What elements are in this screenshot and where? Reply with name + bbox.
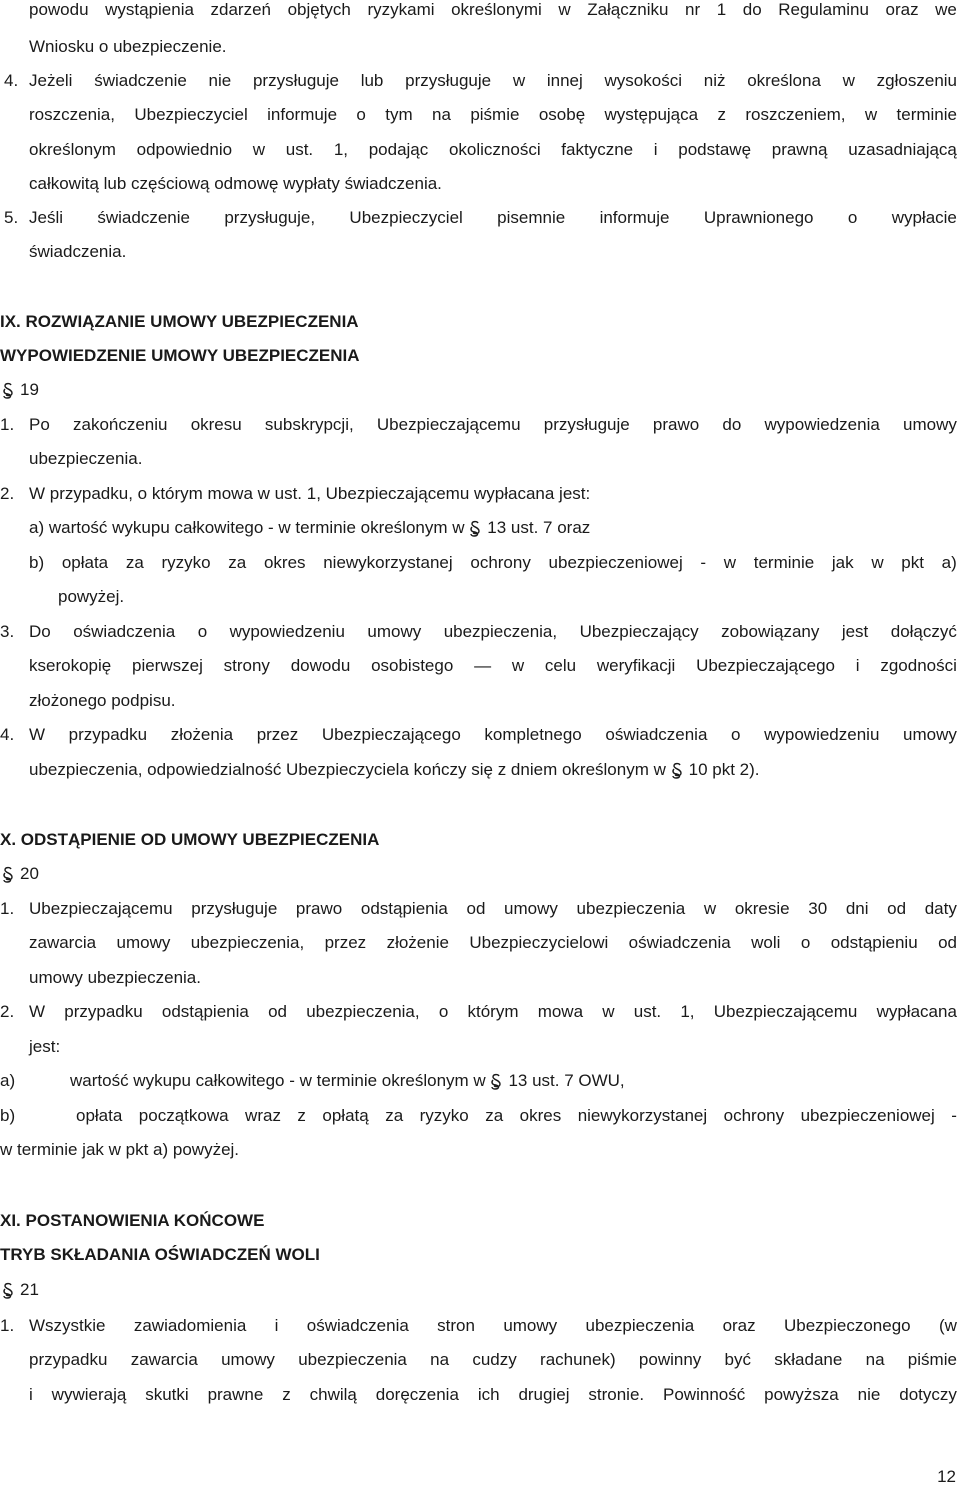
word: pkt [901,553,924,572]
list-letter: b) [0,1106,16,1125]
word: wysokości [604,71,682,90]
word: umowy [903,725,957,744]
word: określonymi [451,0,542,19]
word: W [29,725,46,744]
word: (w [938,1316,957,1335]
word: przez [324,933,367,952]
word: 1, [680,1002,695,1021]
section-sign-icon [2,864,14,884]
word: o [800,933,811,952]
word: powyższa [764,1385,839,1404]
word: woli [751,933,781,952]
word: świadczenie [97,208,190,227]
word: Ubezpieczającego [696,656,835,675]
word: prawne [207,1385,264,1404]
page-number: 12 [937,1467,956,1486]
word: ubezpieczenia, [306,1002,420,1021]
word: umowy [503,1316,558,1335]
list-number: 2. [0,484,15,503]
word: przysługuje, [224,208,316,227]
word: Ubezpieczający [579,622,699,641]
paragraph-label: 19 [20,380,39,399]
list-letter: a) [0,1071,16,1090]
text-line [29,1350,957,1370]
word: wypowiedzenia [764,415,880,434]
word: ich [477,1385,500,1404]
word: dotyczy [899,1385,957,1404]
list-number: 2. [0,1002,15,1021]
word: o [847,208,858,227]
word: stronie. [588,1385,645,1404]
text-line [29,1385,957,1405]
word: w [703,899,717,918]
word: Ubezpieczającego [321,725,461,744]
word: Powinność [663,1385,746,1404]
word: nie [208,71,232,90]
word: ubezpieczeniowej [800,1106,935,1125]
word: w [864,105,878,124]
word: ochrony [723,1106,785,1125]
text-line: jest: [29,1037,61,1056]
word: w [842,71,855,90]
word: Wszystkie [29,1316,106,1335]
word: w [252,140,266,159]
text-line [29,140,957,160]
word: Ubezpieczonego [783,1316,911,1335]
text-line [29,933,957,953]
text-line [29,415,957,435]
word: dołączyć [890,622,957,641]
word: w [602,1002,615,1021]
word: do [742,0,762,19]
text-line [29,1316,957,1336]
text: 13 ust. 7 OWU, [508,1071,625,1090]
word: zawiadomienia [133,1316,247,1335]
word: podając [368,140,429,159]
list-number: 3. [0,622,15,641]
text-line [29,0,957,20]
word: rachunek) [540,1350,616,1369]
text: ubezpieczenia, odpowiedzialność Ubezpieczyciela kończy się z dniem określonym w [29,760,666,779]
word: okres [519,1106,562,1125]
word: celu [544,656,577,675]
word: wypłacana [876,1002,957,1021]
word: od [887,899,907,918]
word: niewykorzystanej [577,1106,708,1125]
word: świadczenie [94,71,187,90]
word: o [356,105,366,124]
text-line: ubezpieczenia. [29,449,143,468]
word: za [125,553,144,572]
word: ochrony [470,553,531,572]
text-line [29,1002,957,1022]
text-line: W przypadku, o którym mowa w ust. 1, Ubezpieczającemu wypłacana jest: [29,484,591,503]
word: tym [385,105,413,124]
text-line [29,656,957,676]
word: oświadczenia [306,1316,409,1335]
word: a) [941,553,957,572]
word: 1 [716,0,727,19]
list-number: 1. [0,415,15,434]
word: w [871,553,884,572]
word: za [385,1106,404,1125]
word: występująca [604,105,699,124]
word: umowy [116,933,171,952]
word: umowy [504,899,558,918]
text: 13 ust. 7 oraz [487,518,591,537]
word: odpowiednio [136,140,233,159]
word: cudzy [472,1350,517,1369]
word: od [268,1002,287,1021]
word: w [512,71,526,90]
word: faktyczne [561,140,634,159]
text-line: w terminie jak w pkt a) powyżej. [0,1140,240,1159]
word: nie [857,1385,881,1404]
word: skutki [145,1385,189,1404]
word: dowodu [290,656,351,675]
word: objętych [287,0,351,19]
word: pierwszej [132,656,203,675]
word: informuje [599,208,670,227]
word: przypadku [68,725,148,744]
word: Jeżeli [29,71,73,90]
word: odstąpieniu [830,933,918,952]
word: zgłoszeniu [876,71,957,90]
word: Uprawnionego [703,208,814,227]
word: ubezpieczenia [298,1350,407,1369]
word: z [297,1106,306,1125]
word: wraz [245,1106,281,1125]
list-number: 1. [0,1316,15,1335]
word: początkowa [138,1106,229,1125]
word: stron [437,1316,475,1335]
section-sign-icon [2,380,14,400]
word: odstąpienia [161,1002,249,1021]
section-heading: X. ODSTĄPIENIE OD UMOWY UBEZPIECZENIA [0,830,380,849]
word: — [474,656,492,675]
section-sign-icon [671,760,683,780]
word: zobowiązany [721,622,820,641]
word: okoliczności [448,140,541,159]
word: prawo [652,415,700,434]
section-sign-icon [2,1280,14,1300]
word: zawarcia [130,1350,198,1369]
text-line [70,1071,625,1091]
word: o [731,725,741,744]
text-line [29,105,957,125]
word: mowa [537,1002,584,1021]
word: drugiej [518,1385,570,1404]
list-number: 5. [4,208,19,227]
word: podstawę [678,140,752,159]
word: Do [29,622,51,641]
text: 10 pkt 2). [688,760,760,779]
word: ubezpieczenia [585,1316,695,1335]
word: ubezpieczenia, [443,622,558,641]
word: innej [546,71,583,90]
text-line: powyżej. [58,587,125,606]
word: przysługuje [252,71,339,90]
word: opłata [61,553,109,572]
word: i [653,140,658,159]
text-line [29,725,957,745]
word: powinny [638,1350,702,1369]
word: opłatą [322,1106,369,1125]
word: dni [845,899,869,918]
word: informuje [267,105,338,124]
text-line [29,71,957,91]
text-line: całkowitą lub częściową odmowę wypłaty świadczenia. [29,174,442,193]
paragraph-number [2,864,39,884]
word: ubezpieczeniowej [548,553,683,572]
word: zgodności [880,656,957,675]
word: złożenia [170,725,234,744]
word: określonym [29,140,116,159]
list-number: 4. [0,725,15,744]
word: i [29,1385,33,1404]
text-line [29,760,759,780]
word: prawo [295,899,343,918]
word: z [717,105,726,124]
word: okres [263,553,306,572]
section-subheading: WYPOWIEDZENIE UMOWY UBEZPIECZENIA [0,346,360,365]
word: oświadczenia [605,725,708,744]
paragraph-label: 20 [20,864,39,883]
word: wywierają [51,1385,127,1404]
word: daty [924,899,957,918]
word: od [466,899,486,918]
text-line [29,622,957,642]
word: chwilą [309,1385,357,1404]
word: powodu [29,0,89,19]
text-line [29,518,590,538]
word: i [274,1316,279,1335]
text-line [76,1106,957,1126]
word: opłata [76,1106,123,1125]
word: W [29,1002,46,1021]
word: okresu [190,415,242,434]
word: przysługuje [405,71,492,90]
word: kompletnego [484,725,582,744]
word: 30 [808,899,828,918]
word: strony [223,656,270,675]
text-line: Wniosku o ubezpieczenie. [29,37,227,56]
text-line [29,899,957,919]
word: Ubezpieczyciel [134,105,248,124]
word: Ubezpieczycielowi [469,933,609,952]
list-number: 4. [4,71,19,90]
word: ust. [285,140,314,159]
word: okresie [734,899,790,918]
word: przypadku [29,1350,108,1369]
word: Po [29,415,50,434]
word: Ubezpieczającemu [376,415,521,434]
word: jak [831,553,854,572]
word: przypadku [64,1002,143,1021]
word: nr [685,0,701,19]
word: ryzykami [367,0,435,19]
word: - [951,1106,957,1125]
word: o [438,1002,449,1021]
word: oświadczenia [73,622,176,641]
word: umowy [903,415,957,434]
word: osobistego [371,656,454,675]
word: przez [256,725,299,744]
word: jest [841,622,869,641]
section-heading: IX. ROZWIĄZANIE UMOWY UBEZPIECZENIA [0,312,359,331]
text-line [29,208,957,228]
paragraph-number [2,1280,39,1300]
word: przysługuje [191,899,278,918]
word: - [700,553,707,572]
word: osobę [538,105,586,124]
word: wystąpienia [105,0,194,19]
word: o [197,622,208,641]
word: doręczenia [375,1385,459,1404]
word: składane [774,1350,843,1369]
word: za [228,553,247,572]
word: we [935,0,957,19]
word: ubezpieczenia, [190,933,305,952]
word: ubezpieczenia [576,899,686,918]
text: a) wartość wykupu całkowitego - w terminie określonym w [29,518,465,537]
word: ust. [633,1002,662,1021]
word: Jeśli [29,208,64,227]
word: być [724,1350,752,1369]
word: ryzyko [161,553,211,572]
word: przysługuje [543,415,630,434]
word: oraz [722,1316,756,1335]
text-line: umowy ubezpieczenia. [29,968,201,987]
word: zakończeniu [72,415,168,434]
word: złożenie [386,933,449,952]
word: uzasadniającą [848,140,957,159]
word: w [511,656,525,675]
word: roszczenia, [29,105,115,124]
word: którym [467,1002,519,1021]
word: do [722,415,742,434]
section-sign-icon [490,1071,502,1091]
word: b) [29,553,45,572]
word: zawarcia [29,933,97,952]
word: i [855,656,860,675]
word: zdarzeń [210,0,271,19]
word: ryzyko [419,1106,469,1125]
text-line [29,553,957,573]
word: 1, [333,140,349,159]
word: oraz [885,0,919,19]
word: w [558,0,571,19]
word: piśmie [907,1350,957,1369]
word: Ubezpieczyciel [349,208,463,227]
word: w [723,553,737,572]
word: na [432,105,451,124]
word: pisemnie [497,208,566,227]
word: wypowiedzeniu [764,725,880,744]
word: z [282,1385,291,1404]
word: terminie [896,105,957,124]
word: oświadczenia [628,933,731,952]
word: niewykorzystanej [323,553,453,572]
word: lub [360,71,384,90]
word: umowy [221,1350,275,1369]
word: umowy [367,622,422,641]
section-sign-icon [469,518,481,538]
paragraph-label: 21 [20,1280,39,1299]
word: roszczeniem, [745,105,846,124]
word: na [430,1350,450,1369]
word: wypowiedzeniu [229,622,345,641]
text-line: świadczenia. [29,242,127,261]
word: Ubezpieczającemu [29,899,173,918]
word: na [865,1350,885,1369]
list-number: 1. [0,899,15,918]
word: subskrypcji, [264,415,354,434]
paragraph-number [2,380,39,400]
word: prawną [771,140,828,159]
text-line: złożonego podpisu. [29,691,176,710]
word: niż [703,71,726,90]
word: piśmie [470,105,520,124]
section-subheading: TRYB SKŁADANIA OŚWIADCZEŃ WOLI [0,1245,320,1264]
word: od [938,933,957,952]
word: za [485,1106,504,1125]
section-heading: XI. POSTANOWIENIA KOŃCOWE [0,1211,265,1230]
word: wypłacie [891,208,957,227]
word: terminie [753,553,815,572]
word: odstąpienia [360,899,448,918]
word: Ubezpieczającemu [713,1002,858,1021]
word: Regulaminu [778,0,869,19]
text: wartość wykupu całkowitego - w terminie określonym w [70,1071,486,1090]
word: określona [747,71,821,90]
word: weryfikacji [596,656,676,675]
word: Załączniku [587,0,669,19]
word: kserokopię [29,656,112,675]
